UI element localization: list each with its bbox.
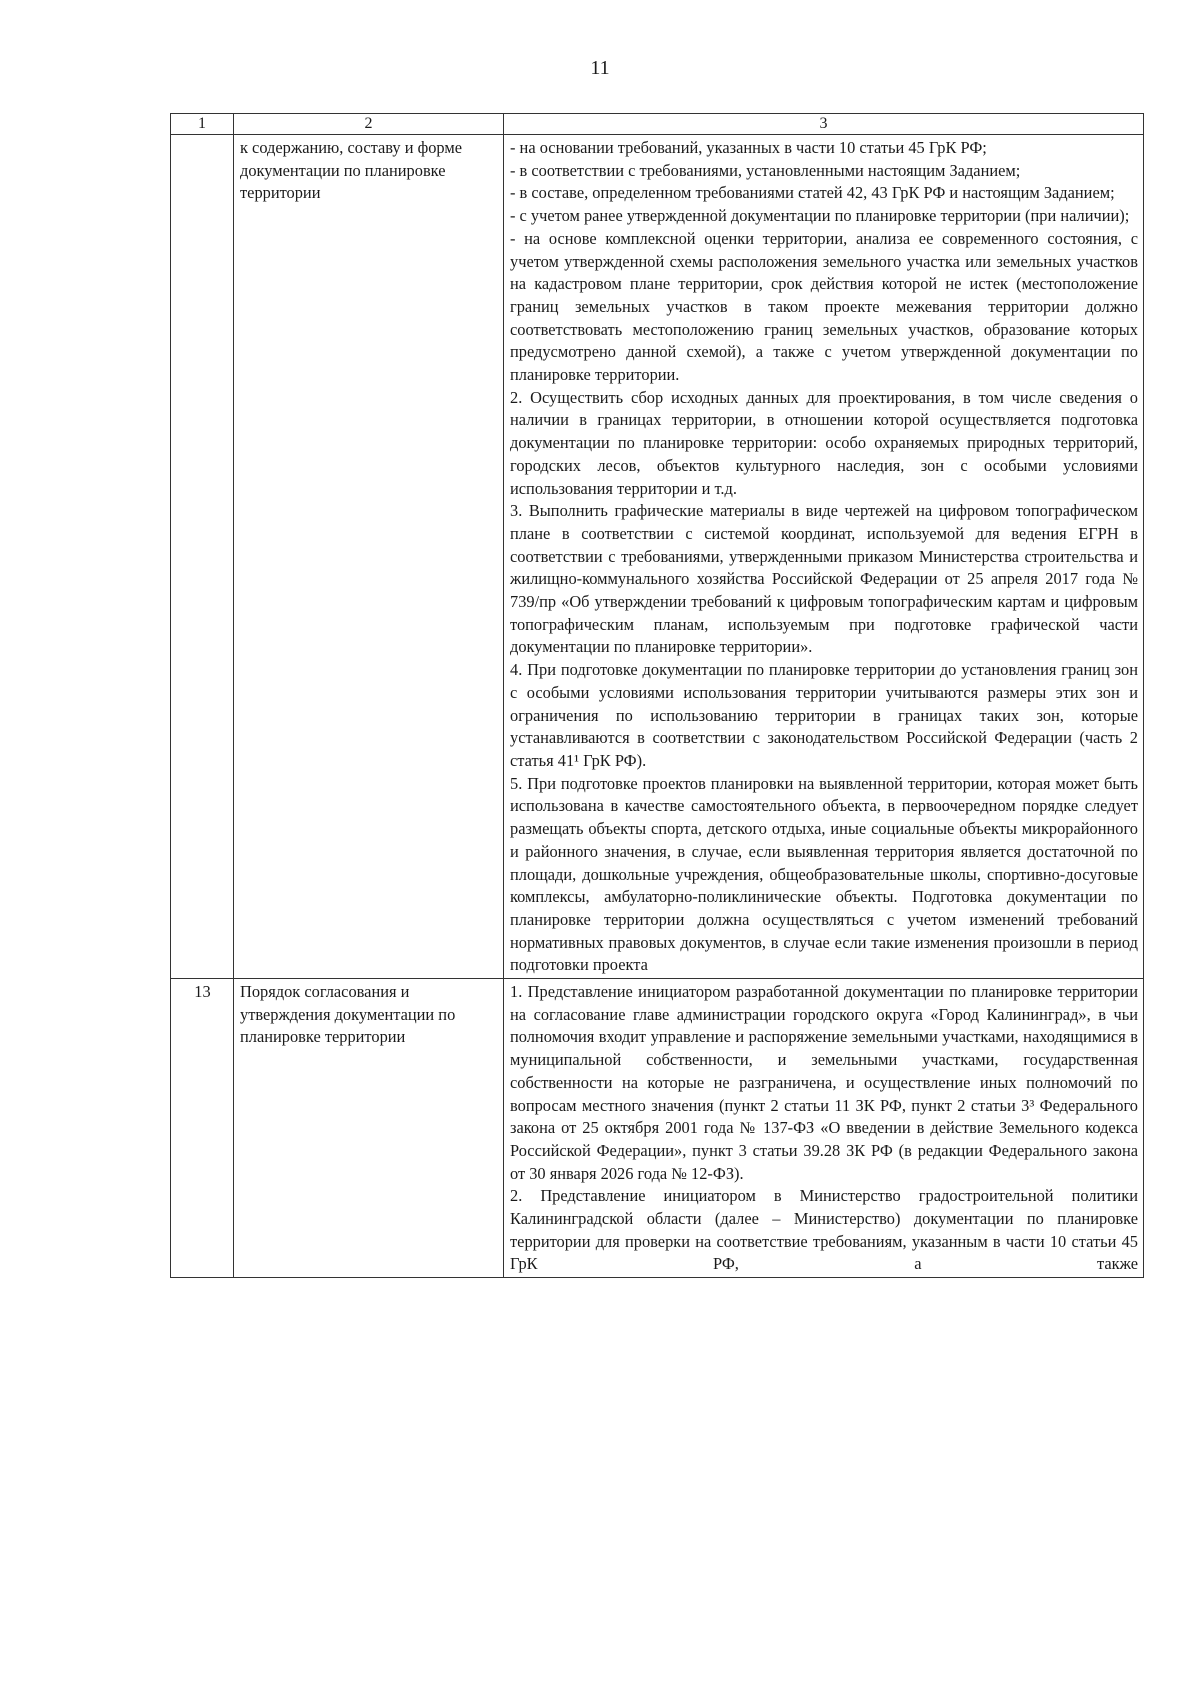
header-col-2: 2 — [234, 114, 504, 135]
paragraph: - в составе, определенном требованиями статей 42, 43 ГрК РФ и настоящим Заданием; — [510, 183, 1115, 203]
table-header-row — [171, 114, 1144, 135]
paragraph: 5. При подготовке проектов планировки на выявленной территории, которая может быть использована в качестве самостоятельного объекта, в первоочередном порядке следует размещать объекты спорта, детского отдыха, иные социальные объекты микрорайонного и районного значения, в случае, если выявленная территория является достаточной по площади, дошкольные учреждения, общеобразовательные школы, спортивно-досуговые комплексы, амбулаторно-поликлинические объекты. Подготовка документации по планировке территории должна осуществляться с учетом изменений требований нормативных правовых документов, в случае если такие изменения произошли в период подготовки проекта — [510, 773, 1138, 975]
paragraph: 3. Выполнить графические материалы в виде чертежей на цифровом топографическом плане в соответствии с системой координат, используемой для ведения ЕГРН в соответствии с требованиями, утвержденными приказом Министерства строительства и жилищно-коммунального хозяйства Российской Федерации от 25 апреля 2017 года № 739/пр «Об утверждении требований к цифровым топографическим картам и цифровым топографическим планам, используемым при подготовке графической части документации по планировке территории». — [510, 501, 1138, 657]
row-label: к содержанию, составу и форме документации по планировке территории — [234, 135, 504, 979]
row-content — [504, 135, 1144, 979]
row-content — [504, 979, 1144, 1278]
row-label: Порядок согласования и утверждения документации по планировке территории — [234, 979, 504, 1278]
table-row — [171, 135, 1144, 979]
paragraph: - на основе комплексной оценки территории, анализа ее современного состояния, с учетом утвержденной схемы расположения земельного участка или земельных участков на кадастровом плане территории, срок действия которой не истек (местоположение границ земельных участков в таком проекте межевания территории должно соответствовать местоположению границ земельных участков, образование которых предусмотрено данной схемой), а также с учетом утвержденной документации по планировке территории. — [510, 228, 1138, 385]
paragraph: 1. Представление инициатором разработанной документации по планировке территории на согласование главе администрации городского округа «Город Калининград», в чьи полномочия входит управление и распоряжение земельными участками, находящимися в муниципальной собственности, и земельными участками, государственная собственности на которые не разграничена, и осуществление иных полномочий по вопросам местного значения (пункт 2 статьи 11 ЗК РФ, пункт 2 статьи 3³ Федерального закона от 25 октября 2001 года № 137-ФЗ «О введении в действие Земельного кодекса Российской Федерации», пункт 3 статьи 39.28 ЗК РФ (в редакции Федерального закона от 30 января 2026 года № 12-ФЗ). — [510, 982, 1138, 1183]
table-row — [171, 979, 1144, 1278]
paragraph: - с учетом ранее утвержденной документации по планировке территории (при наличии); — [510, 206, 1130, 226]
row-number: 13 — [171, 979, 234, 1278]
page-number: 11 — [590, 57, 610, 79]
paragraph: 2. Представление инициатором в Министерство градостроительной политики Калининградской области (далее – Министерство) документации по планировке территории для проверки на соответствие требованиям, указанным в части 10 статьи 45 ГрК РФ, а также — [510, 1186, 1138, 1274]
paragraph: - в соответствии с требованиями, установленными настоящим Заданием; — [510, 160, 1021, 180]
paragraph: 2. Осуществить сбор исходных данных для проектирования, в том числе сведения о наличии в границах территории, в отношении которой осуществляется подготовка документации по планировке территории: особо охраняемых природных территорий, городских лесов, объектов культурного наследия, зон с особыми условиями использования территории и т.д. — [510, 387, 1138, 498]
paragraph: - на основании требований, указанных в части 10 статьи 45 ГрК РФ; — [510, 138, 987, 157]
row-number — [171, 135, 234, 979]
paragraph: 4. При подготовке документации по планировке территории до установления границ зон с особыми условиями использования территории учитываются размеры этих зон и ограничения по использованию территории в границах таких зон, которые устанавливаются в соответствии с законодательством Российской Федерации (часть 2 статья 41¹ ГрК РФ). — [510, 660, 1138, 770]
header-col-1: 1 — [171, 114, 234, 135]
header-col-3: 3 — [504, 114, 1144, 135]
requirements-table — [170, 113, 1144, 1278]
